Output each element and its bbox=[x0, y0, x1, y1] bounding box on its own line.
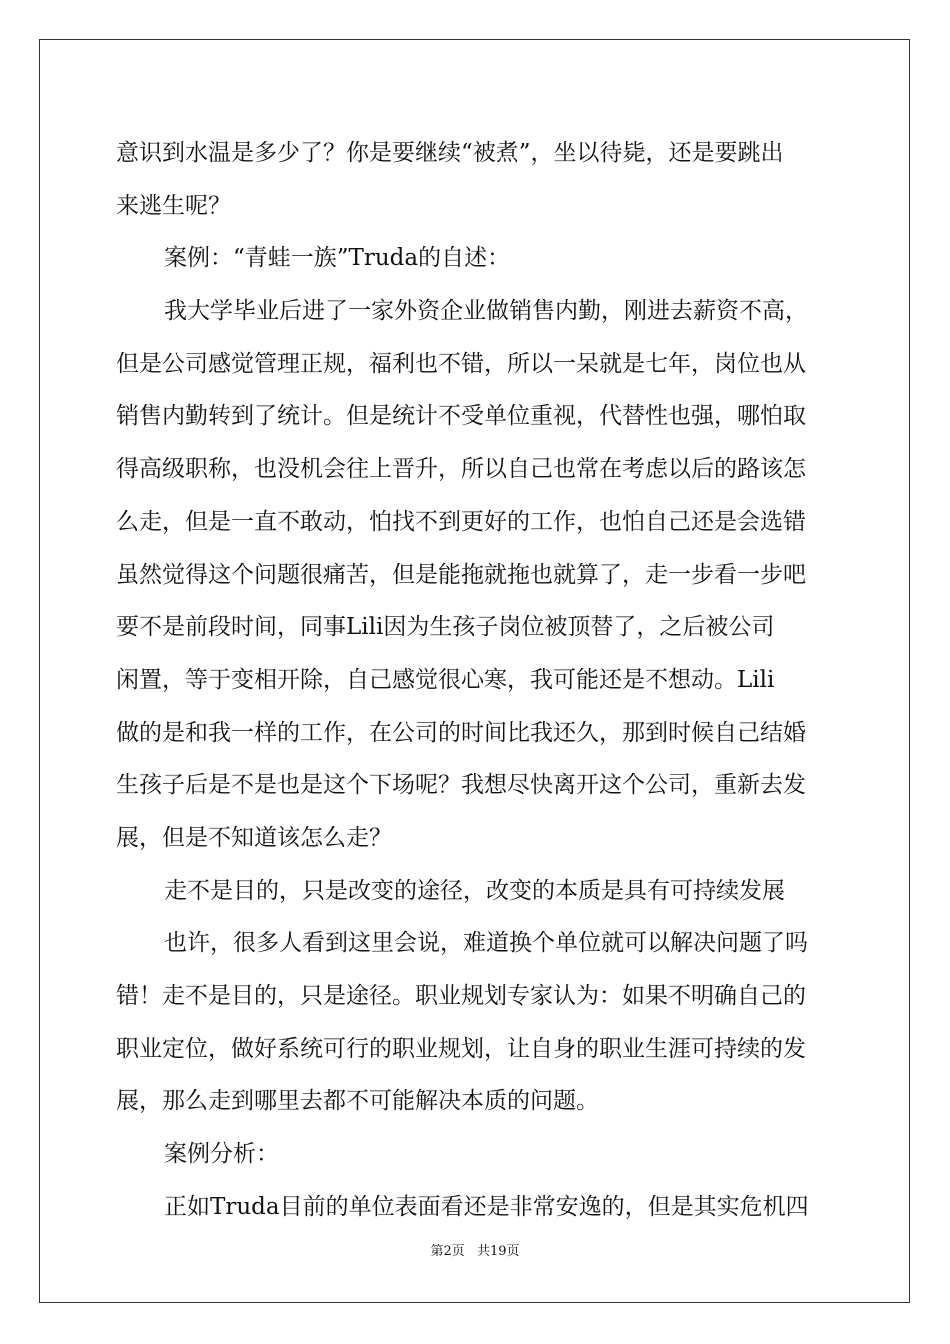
text-line: 我大学毕业后进了一家外资企业做销售内勤，刚进去薪资不高， bbox=[164, 298, 808, 325]
page-total: 共19页 bbox=[476, 1244, 520, 1259]
text-line: 走不是目的，只是改变的途径，改变的本质是具有可持续发展 bbox=[164, 877, 785, 904]
text-line: 展，那么走到哪里去都不可能解决本质的问题。 bbox=[116, 1088, 599, 1115]
text-line: 销售内勤转到了统计。但是统计不受单位重视，代替性也强，哪怕取 bbox=[116, 403, 806, 430]
page-footer bbox=[0, 1244, 950, 1260]
document-body bbox=[116, 127, 840, 1233]
text-line: 案例分析： bbox=[164, 1141, 279, 1168]
text-line: 但是公司感觉管理正规，福利也不错，所以一呆就是七年，岗位也从 bbox=[116, 350, 806, 377]
text-line: 案例：“青蛙一族”Truda的自述： bbox=[164, 245, 511, 272]
text-line: 么走，但是一直不敢动，怕找不到更好的工作，也怕自己还是会选错 bbox=[116, 508, 806, 535]
text-line: 虽然觉得这个问题很痛苦，但是能拖就拖也就算了，走一步看一步吧 bbox=[116, 561, 806, 588]
text-line: 正如Truda目前的单位表面看还是非常安逸的，但是其实危机四 bbox=[164, 1193, 809, 1220]
text-line: 展，但是不知道该怎么走？ bbox=[116, 824, 392, 851]
text-line: 要不是前段时间，同事Lili因为生孩子岗位被顶替了，之后被公司 bbox=[116, 614, 775, 641]
text-line: 生孩子后是不是也是这个下场呢？我想尽快离开这个公司，重新去发 bbox=[116, 772, 806, 799]
text-line: 意识到水温是多少了？你是要继续“被煮”，坐以待毙，还是要跳出 bbox=[116, 140, 784, 166]
text-line: 得高级职称，也没机会往上晋升，所以自己也常在考虑以后的路该怎 bbox=[116, 456, 806, 483]
text-line: 职业定位，做好系统可行的职业规划，让自身的职业生涯可持续的发 bbox=[116, 1035, 806, 1062]
page-number: 第2页 bbox=[430, 1244, 465, 1259]
text-line: 也许，很多人看到这里会说，难道换个单位就可以解决问题了吗 bbox=[164, 930, 808, 957]
text-line: 错！走不是目的，只是途径。职业规划专家认为：如果不明确自己的 bbox=[116, 983, 806, 1009]
text-line: 做的是和我一样的工作，在公司的时间比我还久，那到时候自己结婚 bbox=[116, 719, 806, 746]
text-line: 来逃生呢？ bbox=[116, 192, 231, 219]
text-line: 闲置，等于变相开除，自己感觉很心寒，我可能还是不想动。Lili bbox=[116, 666, 775, 693]
